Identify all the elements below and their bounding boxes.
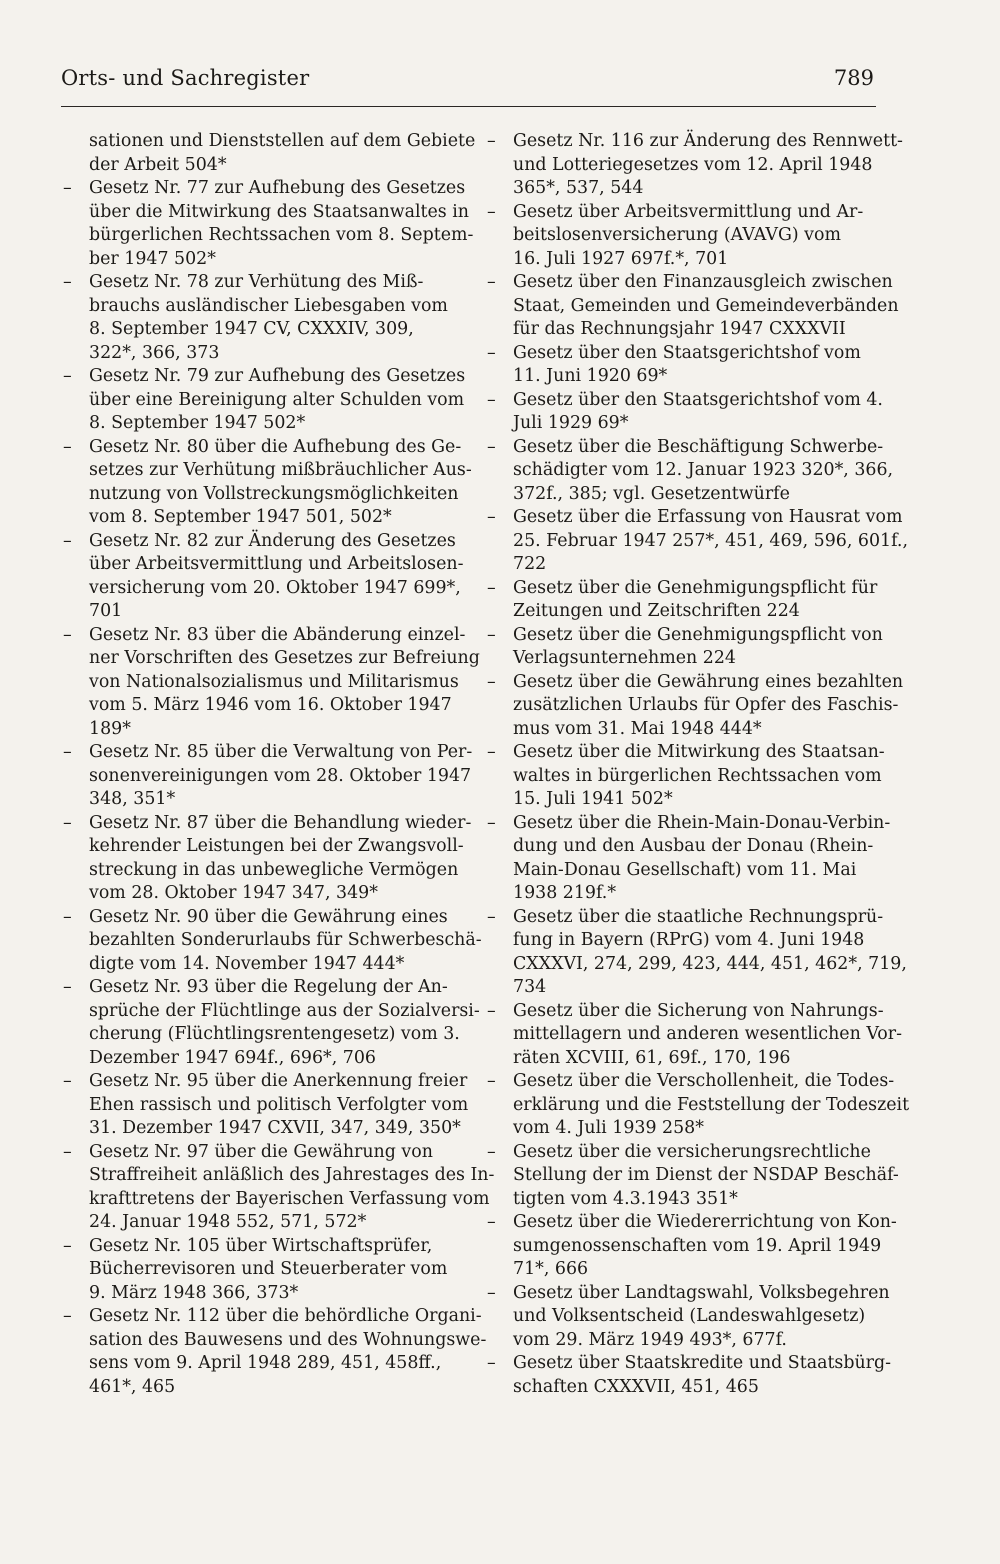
index-entry bbox=[484, 201, 876, 272]
entry-line: 348, 351* bbox=[89, 789, 176, 809]
entry-line: streckung in das unbewegliche Vermögen bbox=[89, 859, 459, 880]
entry-line: Gesetz über die Genehmigungspflicht von bbox=[513, 624, 883, 645]
entry-line: bezahlten Sonderurlaubs für Schwerbeschä- bbox=[89, 930, 482, 950]
entry-dash: – bbox=[487, 906, 496, 927]
entry-dash: – bbox=[63, 436, 72, 457]
entry-line: Straffreiheit anläßlich des Jahrestages des In- bbox=[89, 1165, 495, 1185]
entry-line: 8. September 1947 CV, CXXXIV, 309, bbox=[89, 319, 414, 339]
index-entry bbox=[484, 741, 885, 812]
entry-line: 11. Juni 1920 69* bbox=[513, 366, 668, 386]
entry-dash: – bbox=[63, 977, 72, 997]
entry-line: Gesetz Nr. 116 zur Änderung des Rennwett- bbox=[513, 131, 903, 151]
entry-line: für das Rechnungsjahr 1947 CXXXVII bbox=[513, 319, 846, 339]
entry-line: tigten vom 4.3.1943 351* bbox=[513, 1188, 738, 1209]
entry-dash: – bbox=[63, 906, 72, 927]
entry-dash: – bbox=[487, 812, 496, 833]
entry-line: 1938 219f.* bbox=[513, 883, 617, 903]
entry-line: Gesetz über die Rhein-Main-Donau-Verbin- bbox=[513, 812, 891, 833]
entry-line: vom 4. Juli 1939 258* bbox=[513, 1118, 704, 1138]
index-entry bbox=[60, 1070, 469, 1141]
index-entry bbox=[484, 624, 883, 671]
entry-line: über die Mitwirkung des Staatsanwaltes in bbox=[89, 201, 470, 222]
index-entry bbox=[60, 976, 480, 1070]
entry-dash: – bbox=[487, 742, 496, 762]
entry-line: dung und den Ausbau der Donau (Rhein- bbox=[513, 836, 874, 856]
index-entry bbox=[60, 530, 464, 624]
entry-line: erklärung und die Feststellung der Todeszeit bbox=[513, 1094, 910, 1115]
entry-dash: – bbox=[63, 1141, 72, 1162]
entry-line: Gesetz Nr. 112 über die behördliche Organi- bbox=[89, 1306, 482, 1326]
index-entry bbox=[60, 1235, 452, 1306]
entry-line: Gesetz Nr. 87 über die Behandlung wieder- bbox=[89, 812, 472, 833]
entry-line: Juli 1929 69* bbox=[513, 413, 629, 433]
index-entry bbox=[484, 271, 899, 342]
entry-line: sprüche der Flüchtlinge aus der Sozialversi- bbox=[89, 1000, 480, 1021]
entry-dash: – bbox=[63, 366, 72, 386]
entry-line: cherung (Flüchtlingsrentengesetz) vom 3. bbox=[89, 1024, 460, 1044]
index-entry bbox=[484, 1141, 899, 1212]
entry-dash: – bbox=[487, 201, 496, 222]
index-entry bbox=[60, 365, 466, 436]
entry-line: sonenvereinigungen vom 28. Oktober 1947 bbox=[89, 765, 472, 786]
entry-line: krafttretens der Bayerischen Verfassung vom bbox=[89, 1188, 490, 1209]
entry-line: ber 1947 502* bbox=[89, 248, 216, 269]
entry-line: Gesetz Nr. 78 zur Verhütung des Miß- bbox=[89, 272, 424, 292]
entry-line: nutzung von Vollstreckungsmöglichkeiten bbox=[89, 483, 459, 504]
entry-line: sation des Bauwesens und des Wohnungswe- bbox=[89, 1329, 487, 1350]
entry-line: sumgenossenschaften vom 19. April 1949 bbox=[513, 1235, 882, 1256]
entry-line: Ehen rassisch und politisch Verfolgter vom bbox=[89, 1094, 469, 1115]
entry-line: Gesetz über die Beschäftigung Schwerbe- bbox=[513, 436, 884, 457]
entry-line: Gesetz über die Verschollenheit, die Todes- bbox=[513, 1071, 895, 1091]
entry-line: zusätzlichen Urlaubs für Opfer des Faschis- bbox=[513, 695, 899, 715]
entry-line: Zeitungen und Zeitschriften 224 bbox=[513, 601, 800, 621]
entry-line: schaften CXXXVII, 451, 465 bbox=[513, 1376, 759, 1397]
index-entry bbox=[484, 342, 876, 389]
entry-line: Gesetz Nr. 80 über die Aufhebung des Ge- bbox=[89, 436, 462, 457]
index-entry bbox=[484, 1000, 902, 1071]
entry-dash: – bbox=[487, 436, 496, 457]
entry-line: Gesetz über die Genehmigungspflicht für bbox=[513, 577, 878, 598]
entry-line: 189* bbox=[89, 718, 131, 739]
entry-line: CXXXVI, 274, 299, 423, 444, 451, 462*, 719, bbox=[513, 953, 907, 974]
entry-line: Dezember 1947 694f., 696*, 706 bbox=[89, 1047, 376, 1068]
entry-dash: – bbox=[487, 131, 496, 151]
entry-line: bürgerlichen Rechtssachen vom 8. Septem- bbox=[89, 225, 474, 245]
entry-dash: – bbox=[487, 1000, 496, 1021]
entry-line: Gesetz über die versicherungsrechtliche bbox=[513, 1141, 871, 1162]
entry-dash: – bbox=[63, 272, 72, 292]
entry-line: räten XCVIII, 61, 69f., 170, 196 bbox=[513, 1047, 791, 1068]
entry-line: 71*, 666 bbox=[513, 1259, 589, 1279]
index-column-left bbox=[60, 130, 495, 1399]
entry-line: versicherung vom 20. Oktober 1947 699*, bbox=[89, 577, 461, 598]
entry-line: Gesetz über die Wiedererrichtung von Kon- bbox=[513, 1212, 897, 1232]
entry-line: 734 bbox=[513, 977, 547, 997]
index-column-right bbox=[484, 130, 910, 1399]
entry-line: Verlagsunternehmen 224 bbox=[513, 648, 736, 668]
entry-line: vom 28. Oktober 1947 347, 349* bbox=[89, 883, 378, 903]
entry-line: beitslosenversicherung (AVAVG) vom bbox=[513, 225, 841, 245]
entry-dash: – bbox=[63, 812, 72, 833]
entry-line: Gesetz über die Sicherung von Nahrungs- bbox=[513, 1000, 884, 1021]
entry-line: Gesetz über den Staatsgerichtshof vom 4. bbox=[513, 389, 883, 410]
entry-line: über eine Bereinigung alter Schulden vom bbox=[89, 389, 465, 410]
entry-line: ner Vorschriften des Gesetzes zur Befreiung bbox=[89, 648, 480, 668]
entry-line: sationen und Dienststellen auf dem Gebiete bbox=[89, 131, 476, 151]
entry-line: waltes in bürgerlichen Rechtssachen vom bbox=[513, 765, 882, 786]
entry-dash: – bbox=[487, 1071, 496, 1091]
index-entry bbox=[60, 624, 480, 742]
running-header bbox=[61, 66, 876, 107]
entry-dash: – bbox=[63, 1306, 72, 1326]
entry-line: 461*, 465 bbox=[89, 1376, 176, 1397]
entry-line: Gesetz Nr. 97 über die Gewährung von bbox=[89, 1141, 433, 1162]
entry-dash: – bbox=[487, 272, 496, 292]
entry-dash: – bbox=[487, 1141, 496, 1162]
entry-dash: – bbox=[63, 742, 72, 762]
entry-line: brauchs ausländischer Liebesgaben vom bbox=[89, 295, 448, 316]
entry-line: kehrender Leistungen bei der Zwangsvoll- bbox=[89, 836, 464, 856]
entry-line: Main-Donau Gesellschaft) vom 11. Mai bbox=[513, 859, 857, 880]
index-entry bbox=[484, 812, 891, 906]
index-entry bbox=[60, 741, 473, 812]
entry-line: mus vom 31. Mai 1948 444* bbox=[513, 718, 762, 739]
entry-line: Gesetz Nr. 83 über die Abänderung einzel- bbox=[89, 624, 466, 645]
entry-dash: – bbox=[487, 1212, 496, 1232]
entry-line: mittellagern und anderen wesentlichen Vor- bbox=[513, 1024, 902, 1044]
entry-line: von Nationalsozialismus und Militarismus bbox=[89, 671, 459, 692]
entry-line: Bücherrevisoren und Steuerberater vom bbox=[89, 1259, 448, 1279]
index-entry bbox=[484, 436, 894, 507]
entry-line: Gesetz über die Gewährung eines bezahlten bbox=[513, 671, 904, 692]
entry-line: 16. Juli 1927 697f.*, 701 bbox=[513, 248, 729, 269]
index-entry bbox=[484, 1352, 892, 1399]
entry-line: Gesetz Nr. 82 zur Änderung des Gesetzes bbox=[89, 530, 456, 551]
entry-line: 365*, 537, 544 bbox=[513, 178, 644, 198]
entry-line: 322*, 366, 373 bbox=[89, 342, 220, 363]
entry-line: Gesetz Nr. 95 über die Anerkennung freier bbox=[89, 1071, 468, 1091]
index-entry bbox=[484, 906, 907, 1000]
entry-line: und Volksentscheid (Landeswahlgesetz) bbox=[513, 1306, 866, 1326]
entry-line: Gesetz Nr. 79 zur Aufhebung des Gesetzes bbox=[89, 366, 466, 386]
index-entry bbox=[60, 177, 474, 271]
entry-line: 722 bbox=[513, 554, 547, 574]
entry-line: Gesetz über Landtagswahl, Volksbegehren bbox=[513, 1282, 890, 1303]
index-entry bbox=[60, 1141, 495, 1235]
entry-line: vom 29. März 1949 493*, 677f. bbox=[513, 1329, 787, 1350]
entry-line: Gesetz Nr. 85 über die Verwaltung von Per- bbox=[89, 742, 473, 762]
entry-dash: – bbox=[63, 530, 72, 551]
page-number: 789 bbox=[833, 66, 874, 90]
entry-line: Gesetz über die staatliche Rechnungsprü- bbox=[513, 906, 884, 927]
index-entry bbox=[60, 1305, 487, 1399]
entry-line: setzes zur Verhütung mißbräuchlicher Aus- bbox=[89, 460, 472, 480]
entry-line: vom 5. März 1946 vom 16. Oktober 1947 bbox=[89, 695, 452, 715]
entry-line: fung in Bayern (RPrG) vom 4. Juni 1948 bbox=[513, 930, 865, 950]
index-entry bbox=[484, 506, 908, 577]
index-entry bbox=[484, 1211, 897, 1282]
entry-dash: – bbox=[487, 389, 496, 410]
entry-dash: – bbox=[63, 1235, 72, 1256]
entry-line: Gesetz Nr. 105 über Wirtschaftsprüfer, bbox=[89, 1235, 433, 1256]
entry-line: 8. September 1947 502* bbox=[89, 413, 306, 433]
entry-line: 372f., 385; vgl. Gesetzentwürfe bbox=[513, 483, 790, 504]
entry-dash: – bbox=[487, 671, 496, 692]
entry-line: und Lotteriegesetzes vom 12. April 1948 bbox=[513, 154, 873, 175]
entry-line: sens vom 9. April 1948 289, 451, 458ff., bbox=[89, 1353, 442, 1373]
entry-line: Gesetz über den Staatsgerichtshof vom bbox=[513, 342, 861, 363]
entry-dash: – bbox=[63, 1071, 72, 1091]
index-entry bbox=[484, 130, 903, 201]
entry-line: 9. März 1948 366, 373* bbox=[89, 1282, 299, 1303]
entry-line: 701 bbox=[89, 601, 123, 621]
entry-line: Gesetz Nr. 77 zur Aufhebung des Gesetzes bbox=[89, 178, 466, 198]
entry-dash: – bbox=[487, 1282, 496, 1303]
index-entry bbox=[484, 577, 876, 624]
entry-line: Gesetz Nr. 93 über die Regelung der An- bbox=[89, 977, 448, 997]
index-entry bbox=[484, 1070, 910, 1141]
entry-line: Gesetz über die Mitwirkung des Staatsan- bbox=[513, 742, 885, 762]
index-entry bbox=[484, 389, 883, 436]
entry-dash: – bbox=[487, 577, 496, 598]
index-entry bbox=[60, 130, 476, 177]
entry-line: 31. Dezember 1947 CXVII, 347, 349, 350* bbox=[89, 1118, 461, 1138]
entry-dash: – bbox=[487, 624, 496, 645]
index-entry bbox=[60, 812, 472, 906]
entry-line: vom 8. September 1947 501, 502* bbox=[89, 507, 392, 527]
entry-dash: – bbox=[487, 1353, 496, 1373]
running-head-title: Orts- und Sachregister bbox=[61, 66, 310, 90]
entry-dash: – bbox=[487, 342, 496, 363]
index-entry bbox=[60, 906, 482, 977]
entry-dash: – bbox=[63, 624, 72, 645]
index-entry bbox=[484, 671, 904, 742]
index-entry bbox=[60, 271, 452, 365]
entry-line: Stellung der im Dienst der NSDAP Beschäf- bbox=[513, 1165, 899, 1185]
entry-line: der Arbeit 504* bbox=[89, 154, 227, 175]
entry-line: über Arbeitsvermittlung und Arbeitslosen- bbox=[89, 554, 464, 574]
index-entry bbox=[484, 1282, 890, 1353]
entry-dash: – bbox=[63, 178, 72, 198]
entry-line: Staat, Gemeinden und Gemeindeverbänden bbox=[513, 295, 899, 316]
entry-line: digte vom 14. November 1947 444* bbox=[89, 953, 405, 974]
entry-line: Gesetz Nr. 90 über die Gewährung eines bbox=[89, 906, 448, 927]
index-entry bbox=[60, 436, 472, 530]
entry-line: Gesetz über die Erfassung von Hausrat vom bbox=[513, 507, 903, 527]
entry-line: 25. Februar 1947 257*, 451, 469, 596, 601f., bbox=[513, 530, 908, 551]
entry-dash: – bbox=[487, 507, 496, 527]
entry-line: 15. Juli 1941 502* bbox=[513, 789, 673, 809]
entry-line: 24. Januar 1948 552, 571, 572* bbox=[89, 1212, 367, 1232]
entry-line: schädigter vom 12. Januar 1923 320*, 366, bbox=[513, 460, 894, 480]
entry-line: Gesetz über Staatskredite und Staatsbürg- bbox=[513, 1353, 892, 1373]
entry-line: Gesetz über den Finanzausgleich zwischen bbox=[513, 272, 893, 292]
entry-line: Gesetz über Arbeitsvermittlung und Ar- bbox=[513, 201, 864, 222]
